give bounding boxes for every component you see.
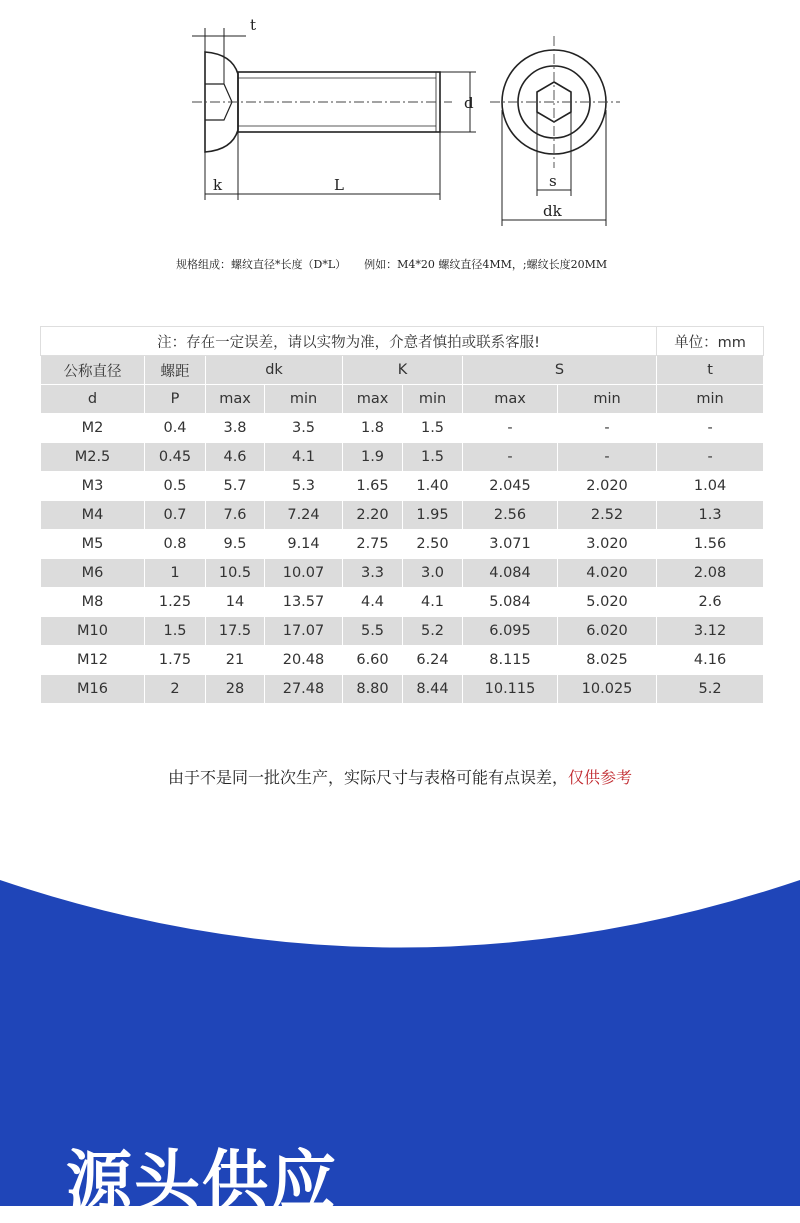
disclaimer-main: 由于不是同一批次生产，实际尺寸与表格可能有点误差， [167, 768, 568, 787]
table-cell: 2.08 [657, 559, 764, 588]
table-cell: 3.0 [403, 559, 463, 588]
table-cell: 4.1 [403, 588, 463, 617]
label-t: t [250, 16, 257, 34]
table-cell: 7.24 [265, 501, 343, 530]
table-cell: 1.56 [657, 530, 764, 559]
table-cell: 1.9 [343, 443, 403, 472]
header-sub: min [403, 385, 463, 414]
disclaimer-highlight: 仅供参考 [568, 768, 633, 787]
header-sub: min [265, 385, 343, 414]
header-sub: min [657, 385, 764, 414]
table-cell: 5.2 [403, 617, 463, 646]
spec-format: 规格组成：螺纹直径*长度（D*L） [176, 258, 347, 271]
table-cell: 3.3 [343, 559, 403, 588]
table-cell: 3.071 [463, 530, 558, 559]
header-pitch: 螺距 [145, 356, 206, 385]
table-cell: 0.7 [145, 501, 206, 530]
table-note: 注：存在一定误差，请以实物为准，介意者慎拍或联系客服! [41, 327, 657, 356]
table-cell: M8 [41, 588, 145, 617]
table-row [41, 559, 764, 588]
table-cell: M2.5 [41, 443, 145, 472]
table-cell: 1.5 [403, 443, 463, 472]
table-note-row [41, 327, 764, 356]
table-cell: 4.084 [463, 559, 558, 588]
table-cell: 4.4 [343, 588, 403, 617]
table-cell: 14 [206, 588, 265, 617]
table-cell: 3.8 [206, 414, 265, 443]
disclaimer-text [0, 765, 800, 788]
header-k: K [343, 356, 463, 385]
table-row [41, 617, 764, 646]
table-cell: 7.6 [206, 501, 265, 530]
table-cell: 13.57 [265, 588, 343, 617]
table-cell: M5 [41, 530, 145, 559]
size-spec-table [40, 326, 764, 704]
spec-caption [176, 256, 607, 272]
table-cell: 21 [206, 646, 265, 675]
table-cell: 2.56 [463, 501, 558, 530]
table-cell: 27.48 [265, 675, 343, 704]
table-cell: 6.60 [343, 646, 403, 675]
header-nominal-diameter: 公称直径 [41, 356, 145, 385]
table-row [41, 472, 764, 501]
table-cell: 28 [206, 675, 265, 704]
table-cell: M12 [41, 646, 145, 675]
table-cell: 2 [145, 675, 206, 704]
table-cell: 4.6 [206, 443, 265, 472]
table-cell: 2.50 [403, 530, 463, 559]
table-cell: 1.8 [343, 414, 403, 443]
header-dk: dk [206, 356, 343, 385]
table-row [41, 646, 764, 675]
table-cell: 20.48 [265, 646, 343, 675]
table-cell: 1.5 [145, 617, 206, 646]
table-cell: 4.1 [265, 443, 343, 472]
table-cell: - [558, 443, 657, 472]
table-cell: 4.020 [558, 559, 657, 588]
table-row [41, 414, 764, 443]
table-cell: - [558, 414, 657, 443]
spec-example: 例如：M4*20 螺纹直径4MM，;螺纹长度20MM [364, 258, 608, 271]
label-s: s [549, 172, 557, 190]
header-s: S [463, 356, 657, 385]
banner-title: 源头供应 [66, 1143, 338, 1220]
table-cell: 5.7 [206, 472, 265, 501]
table-cell: M6 [41, 559, 145, 588]
table-cell: 5.3 [265, 472, 343, 501]
table-cell: 1.40 [403, 472, 463, 501]
table-cell: M4 [41, 501, 145, 530]
table-cell: 3.12 [657, 617, 764, 646]
header-t: t [657, 356, 764, 385]
table-cell: - [463, 443, 558, 472]
table-cell: 6.24 [403, 646, 463, 675]
table-cell: 17.5 [206, 617, 265, 646]
table-cell: 3.020 [558, 530, 657, 559]
header-sub: d [41, 385, 145, 414]
table-cell: 9.14 [265, 530, 343, 559]
table-row [41, 588, 764, 617]
table-cell: 17.07 [265, 617, 343, 646]
table-cell: 2.52 [558, 501, 657, 530]
table-cell: 1.25 [145, 588, 206, 617]
table-cell: 0.45 [145, 443, 206, 472]
table-cell: 4.16 [657, 646, 764, 675]
table-cell: 1.65 [343, 472, 403, 501]
table-cell: 8.025 [558, 646, 657, 675]
label-dk: dk [543, 202, 562, 220]
table-unit: 单位：mm [657, 327, 764, 356]
table-header-row-1 [41, 356, 764, 385]
table-cell: M2 [41, 414, 145, 443]
label-d: d [464, 94, 474, 112]
table-cell: 6.020 [558, 617, 657, 646]
table-cell: M16 [41, 675, 145, 704]
table-cell: 10.07 [265, 559, 343, 588]
table-cell: 10.5 [206, 559, 265, 588]
table-cell: 1.04 [657, 472, 764, 501]
table-cell: 2.045 [463, 472, 558, 501]
table-cell: 9.5 [206, 530, 265, 559]
table-cell: 1.3 [657, 501, 764, 530]
table-cell: 2.020 [558, 472, 657, 501]
table-cell: 1.5 [403, 414, 463, 443]
table-row [41, 501, 764, 530]
table-cell: 10.025 [558, 675, 657, 704]
table-cell: 10.115 [463, 675, 558, 704]
table-cell: 5.020 [558, 588, 657, 617]
table-row [41, 530, 764, 559]
table-row [41, 675, 764, 704]
table-cell: 0.8 [145, 530, 206, 559]
table-cell: M3 [41, 472, 145, 501]
table-cell: 5.084 [463, 588, 558, 617]
table-cell: 6.095 [463, 617, 558, 646]
table-cell: 2.75 [343, 530, 403, 559]
screw-technical-drawing [0, 0, 800, 240]
label-L: L [334, 176, 344, 194]
table-cell: 8.44 [403, 675, 463, 704]
table-cell: M10 [41, 617, 145, 646]
table-cell: 0.5 [145, 472, 206, 501]
table-cell: - [657, 443, 764, 472]
table-cell: 0.4 [145, 414, 206, 443]
header-sub: min [558, 385, 657, 414]
table-cell: 2.20 [343, 501, 403, 530]
label-k: k [213, 176, 223, 194]
table-cell: - [463, 414, 558, 443]
header-sub: max [206, 385, 265, 414]
table-header-row-2 [41, 385, 764, 414]
table-cell: 1.95 [403, 501, 463, 530]
table-cell: 2.6 [657, 588, 764, 617]
header-sub: max [463, 385, 558, 414]
table-cell: - [657, 414, 764, 443]
table-cell: 8.80 [343, 675, 403, 704]
table-cell: 5.5 [343, 617, 403, 646]
header-sub: P [145, 385, 206, 414]
table-row [41, 443, 764, 472]
table-cell: 8.115 [463, 646, 558, 675]
table-cell: 3.5 [265, 414, 343, 443]
header-sub: max [343, 385, 403, 414]
table-cell: 1.75 [145, 646, 206, 675]
table-cell: 5.2 [657, 675, 764, 704]
table-cell: 1 [145, 559, 206, 588]
